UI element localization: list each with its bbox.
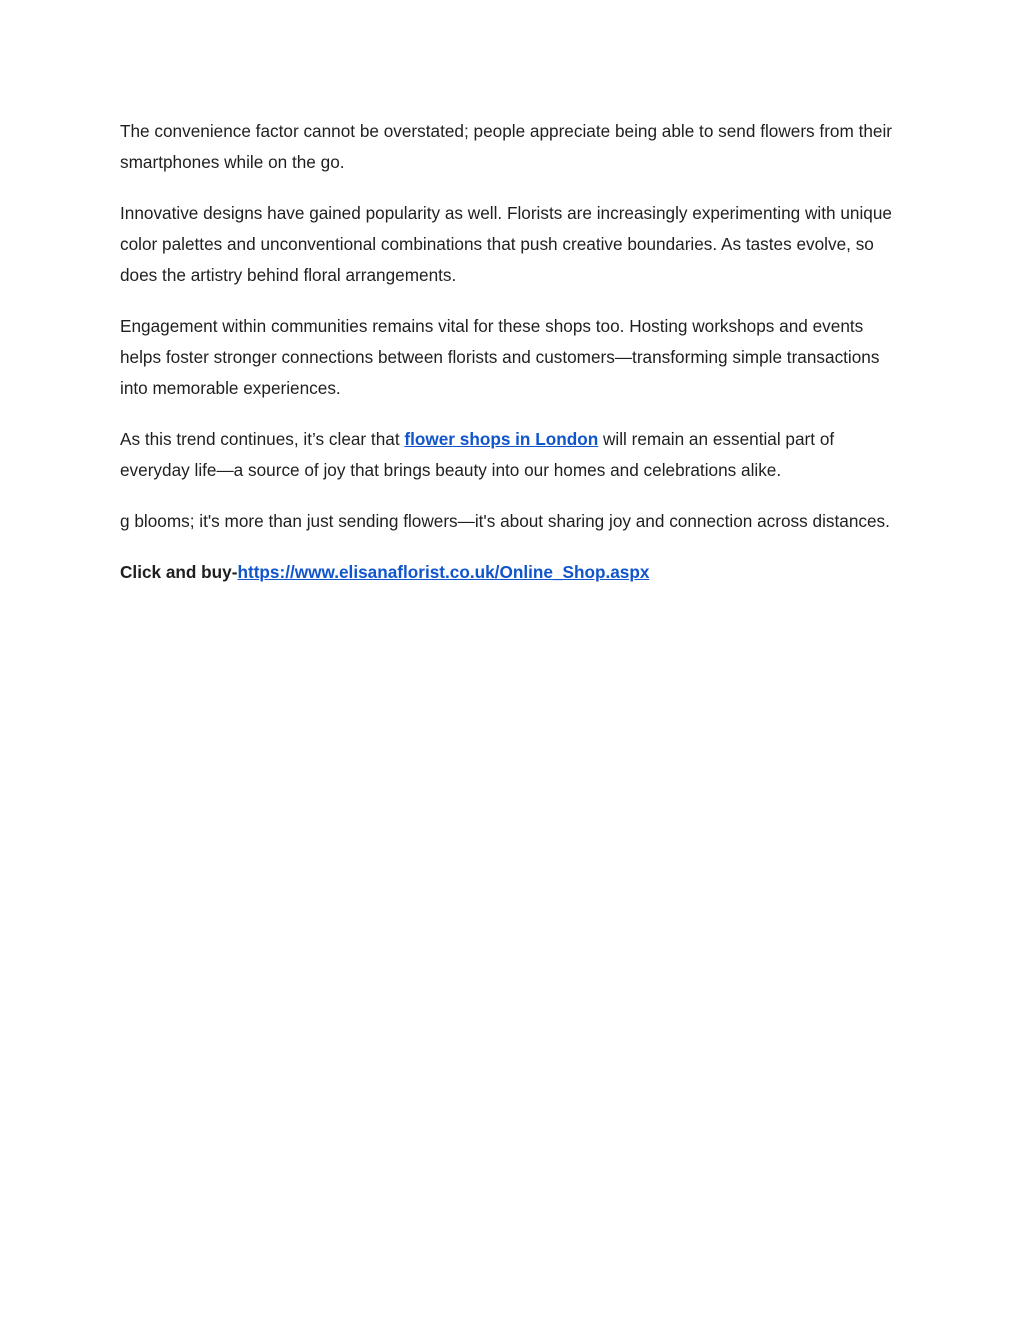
call-to-action — [120, 557, 906, 588]
paragraph-trend-text-before: As this trend continues, it’s clear that — [120, 429, 405, 449]
paragraph-trend-text-after: will remain an essential part of everyday life—a source of joy that brings beauty into our homes and celebrations alike. — [120, 429, 835, 480]
paragraph-community-engagement: Engagement within communities remains vital for these shops too. Hosting workshops and events helps foster stronger connections between florists and customers—transforming simple transactions into memorable experiences. — [120, 316, 880, 398]
flower-shops-london-link[interactable]: flower shops in London — [404, 429, 599, 449]
document-body — [120, 116, 906, 608]
online-shop-link[interactable]: https://www.elisanaflorist.co.uk/Online_Shop.aspx — [237, 562, 650, 582]
paragraph-trend-continues — [120, 424, 906, 486]
paragraph-innovative-designs: Innovative designs have gained popularity as well. Florists are increasingly experimenting with unique color palettes and unconventional combinations that push creative boundaries. As tastes evolve, so does the artistry behind floral arrangements. — [120, 203, 892, 285]
cta-label: Click and buy- — [120, 562, 238, 582]
paragraph-blooms: g blooms; it's more than just sending flowers—it's about sharing joy and connection across distances. — [120, 511, 890, 531]
paragraph-convenience: The convenience factor cannot be overstated; people appreciate being able to send flowers from their smartphones while on the go. — [120, 121, 893, 172]
